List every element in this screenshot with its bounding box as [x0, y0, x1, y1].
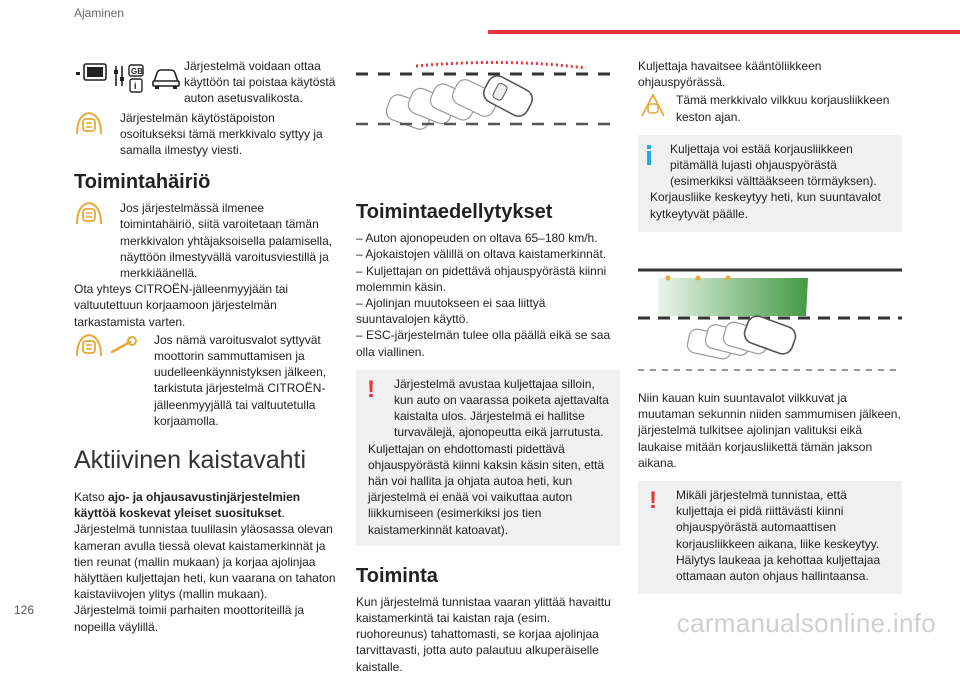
wrench-icon [112, 337, 136, 352]
corrected-path [658, 278, 808, 316]
blink-text: Tämä merkkivalo vilkkuu korjausliikkeen keston ajan. [676, 93, 890, 124]
car-icon [153, 70, 179, 89]
right-column [638, 58, 902, 594]
deactivation-paragraph [74, 110, 339, 159]
condition-item: – Ajokaistojen välillä on oltava kaistamerkinnät. [356, 247, 607, 262]
page-number: 126 [14, 603, 35, 617]
lane-warning-icon [74, 110, 104, 136]
info-box [638, 135, 902, 232]
restart-text: Jos nämä varoitusvalot syttyvät moottorin sammuttamisen ja uudelleenkäynnistyksen jälkeen, tarkistuta järjestelmä CITROËN-jälleenmyyjällä tai valtuutetulla korjaamolla. [154, 332, 327, 428]
lane-warning-icon [74, 200, 104, 226]
gb-label: GB [131, 67, 143, 76]
exclamation-icon: ! [367, 375, 375, 403]
condition-item: – Auton ajonopeuden on oltava 65–180 km/h. [356, 231, 598, 246]
settings-icons [74, 60, 180, 100]
left-column [74, 58, 339, 635]
settings-text: Järjestelmä voidaan ottaa käyttöön tai poistaa käytöstä auton asetusvalikosta. [184, 59, 336, 106]
touchscreen-icon [76, 64, 106, 80]
condition-item: – ESC-järjestelmän tulee olla päällä eikä se saa olla viallinen. [356, 328, 611, 359]
svg-text:i: i [134, 81, 137, 91]
restart-paragraph [74, 332, 339, 429]
blink-paragraph [638, 92, 902, 124]
exclamation-icon: ! [649, 487, 657, 515]
main-heading: Aktiivinen kaistavahti [74, 446, 307, 475]
header-accent-bar [488, 30, 960, 34]
conditions-list [356, 230, 620, 360]
fault-heading: Toimintahäiriö [74, 171, 211, 194]
conditions-heading: Toimintaedellytykset [356, 201, 553, 224]
see-also-text: Katso ajo- ja ohjausavustinjärjestelmien käyttöä koskevat yleiset suositukset. [74, 490, 301, 521]
contact-text: Ota yhteys CITROËN-jälleenmyyjään tai valtuutettuun korjaamoon järjestelmän tarkastamista varten. [74, 282, 289, 329]
watermark: carmanualsonline.info [676, 608, 936, 638]
warning-text: Mikäli järjestelmä tunnistaa, että kuljettaja ei pidä riittävästi kiinni ohjauspyörästä automaattisen korjausliikkeen aikana, liike keskeytyy. Hälytys laukeaa ja kehottaa kuljettajaa ottamaan auton ohjaus hallintaansa. [676, 488, 881, 584]
lane-correction-illustration [638, 260, 902, 372]
settings-paragraph [74, 58, 339, 107]
lane-keep-icon [638, 92, 668, 118]
deactivation-text: Järjestelmän käytöstäpoiston osoitukseksi tämä merkkivalo syttyy ja samalla ilmestyy viesti. [120, 110, 323, 158]
driver-notice-text: Kuljettaja havaitsee kääntöliikkeen ohjauspyörässä. [638, 59, 822, 90]
warning-text-continued: Kuljettajan on ehdottomasti pidettävä ohjauspyörästä kiinni kaksin käsin siten, että hän voi hallita ja ohjata autoa heti, kun järjestelmä ei enää voi vaikuttaa auton liikkumiseen (esimerkiksi jos tien kaistamerkinnät katoavat). [368, 441, 605, 537]
warning-lights-icons [74, 332, 142, 358]
lane-departure-illustration [356, 58, 620, 136]
info-text-continued: Korjausliike keskeytyy heti, kun suuntavalot kytkeytyvät päälle. [650, 190, 881, 221]
fault-text: Jos järjestelmässä ilmenee toimintahäiriö, siitä varoitetaan tämän merkkivalon yhtäjaksoisella palamisella, näyttöön ilmestyvällä varoitusviestillä ja merkkiäänellä. [120, 201, 333, 281]
operation-text: Kun järjestelmä tunnistaa vaaran ylittää havaittu kaistamerkintä tai kaistan raja (esim. ruohoreunus) tahattomasti, se korjaa ajolinjaa tarvittavasti, jotta auto palautuu alkuperäiselle kaistalle. [356, 594, 611, 674]
adjust-icon [114, 65, 143, 92]
lane-warning-icon [77, 335, 101, 356]
condition-item: – Ajolinjan muutokseen ei saa liittyä suuntavalojen käyttö. [356, 296, 546, 327]
signal-text: Niin kauan kuin suuntavalot vilkkuvat ja muutaman sekunnin niiden sammumisen jälkeen, järjestelmä tulkitsee ajolinjan valituksi eikä laukaise mitään korjausliikettä tämän jakson aikana. [638, 391, 901, 470]
description-text: Järjestelmä tunnistaa tuulilasin yläosassa olevan kameran avulla tiessä olevat kaistamerkinnät ja tien reunat (mallin mukaan) ja korjaa ajolinjaa hälyttäen kuljettajan heti, kun vaarana on tahaton kaistaviivojen ylitys (mallin mukaan). [74, 522, 336, 602]
highway-text: Järjestelmä toimii parhaiten moottoriteillä ja nopeilla väylillä. [74, 603, 305, 634]
condition-item: – Kuljettajan on pidettävä ohjauspyörästä kiinni molemmin käsin. [356, 263, 607, 294]
see-also-link: ajo- ja ohjausavustinjärjestelmien käyttöä koskevat yleiset suositukset [74, 490, 301, 521]
warning-box [638, 481, 902, 594]
middle-column [356, 58, 620, 675]
fault-paragraph [74, 200, 339, 281]
running-header: Ajaminen [74, 6, 125, 20]
warning-text: Järjestelmä avustaa kuljettajaa silloin, kun auto on vaarassa poiketa ajettavalta kaistalta ulos. Järjestelmä ei hallitse turvavälejä, ajonopeutta eikä jarrutusta. [394, 376, 609, 440]
info-text: Kuljettaja voi estää korjausliikkeen pitämällä lujasti ohjauspyörästä (esimerkiksi välttääkseen törmäyksen). [670, 141, 877, 189]
info-icon [646, 145, 652, 165]
operation-heading: Toiminta [356, 564, 438, 587]
alert-zone [416, 62, 586, 68]
warning-box [356, 370, 620, 546]
